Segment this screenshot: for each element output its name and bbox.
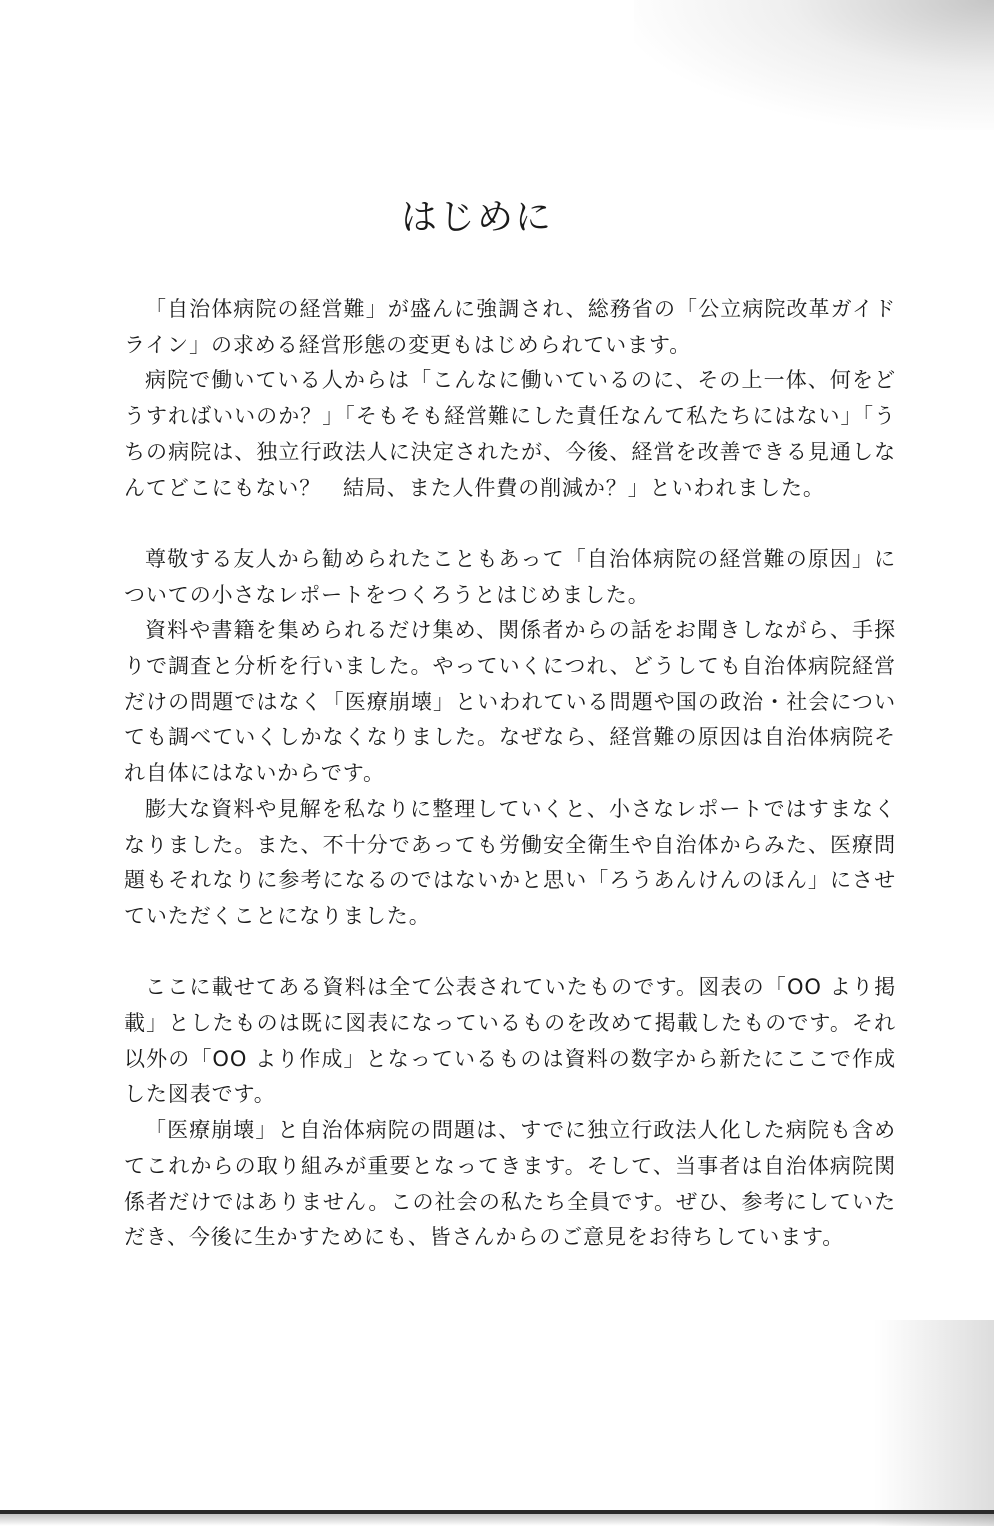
paragraph: 資料や書籍を集められるだけ集め、関係者からの話をお聞きしながら、手探りで調査と分析を行いました。やっていくにつれ、どうしても自治体病院経営だけの問題ではなく「医療崩壊」といわれている問題や国の政治・社会についても調べていくしかなくなりました。なぜなら、経営難の原因は自治体病院それ自体にはないからです。 [124, 618, 896, 786]
scan-shadow-top [634, 0, 994, 130]
paragraph-gap [124, 506, 896, 542]
bottom-edge-shadow [0, 1514, 994, 1526]
paragraph: 病院で働いている人からは「こんなに働いているのに、その上一体、何をどうすればいいのか？」「そもそも経営難にした責任なんて私たちにはない」「うちの病院は、独立行政法人に決定されたが、今後、経営を改善できる見通しなんてどこにもない？ 結局、また人件費の削減か？」といわれました。 [124, 368, 896, 500]
body-text [124, 292, 896, 1256]
paragraph: ここに載せてある資料は全て公表されていたものです。図表の「OO より掲載」としたものは既に図表になっているものを改めて掲載したものです。それ以外の「OO より作成」となっているものは資料の数字から新たにここで作成した図表です。 [124, 975, 896, 1107]
paragraph: 膨大な資料や見解を私なりに整理していくと、小さなレポートではすまなくなりました。また、不十分であっても労働安全衛生や自治体からみた、医療問題もそれなりに参考になるのではないかと思い「ろうあんけんのほん」にさせていただくことになりました。 [124, 796, 896, 928]
paragraph-gap [124, 935, 896, 971]
paragraph: 「自治体病院の経営難」が盛んに強調され、総務省の「公立病院改革ガイドライン」の求める経営形態の変更もはじめられています。 [124, 297, 896, 357]
paragraph: 「医療崩壊」と自治体病院の問題は、すでに独立行政法人化した病院も含めてこれからの取り組みが重要となってきます。そして、当事者は自治体病院関係者だけではありません。この社会の私たち全員です。ぜひ、参考にしていただき、今後に生かすためにも、皆さんからのご意見をお待ちしています。 [124, 1118, 896, 1250]
paragraph: 尊敬する友人から勧められたこともあって「自治体病院の経営難の原因」についての小さなレポートをつくろうとはじめました。 [124, 546, 896, 607]
page-title: はじめに [400, 197, 553, 238]
scan-shadow-right [874, 1320, 994, 1526]
